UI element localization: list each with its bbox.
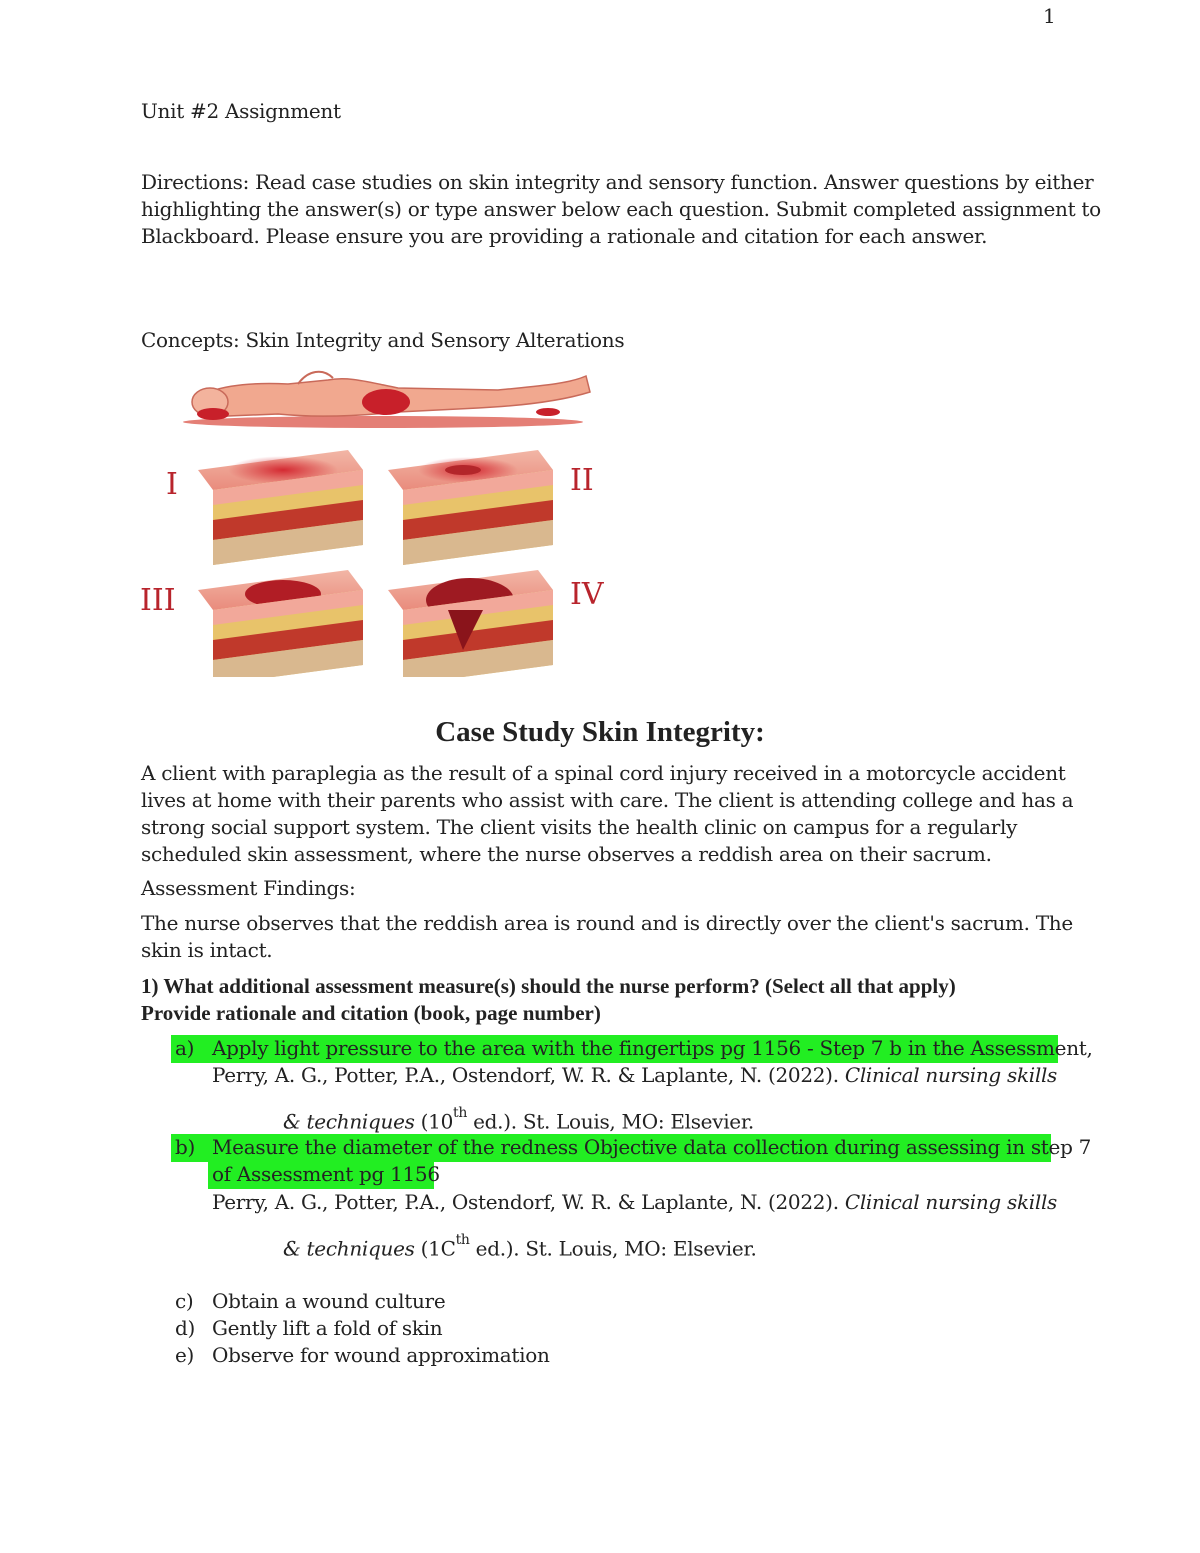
citation-edition: (1C <box>414 1236 456 1261</box>
case-text-line: scheduled skin assessment, where the nurse observes a reddish area on their sacrum. <box>141 842 992 866</box>
citation-title: Clinical nursing skills <box>844 1190 1058 1214</box>
citation-edition: (10 <box>414 1109 453 1134</box>
answer-d-text: Gently lift a fold of skin <box>212 1316 443 1340</box>
citation-sup: th <box>453 1105 468 1121</box>
pressure-ulcer-stages-figure <box>138 362 628 677</box>
assignment-title: Unit #2 Assignment <box>141 99 341 123</box>
question-line: Provide rationale and citation (book, page number) <box>141 1001 601 1025</box>
citation-sup: th <box>455 1232 470 1248</box>
assessment-text-line: skin is intact. <box>141 938 273 962</box>
answer-a-citation-cont <box>283 1104 754 1136</box>
answer-d-label: d) <box>175 1316 196 1340</box>
answer-c-text: Obtain a wound culture <box>212 1289 446 1313</box>
citation-authors: Perry, A. G., Potter, P.A., Ostendorf, W. R. & Laplante, N. (2022). <box>212 1190 845 1214</box>
case-text-line: lives at home with their parents who assist with care. The client is attending college and has a <box>141 788 1074 812</box>
case-text-line: A client with paraplegia as the result of a spinal cord injury received in a motorcycle accident <box>141 761 1066 785</box>
answer-b-citation-cont <box>283 1231 757 1263</box>
case-study-heading: Case Study Skin Integrity: <box>435 716 765 748</box>
citation-publisher: ed.). St. Louis, MO: Elsevier. <box>469 1236 757 1261</box>
stage-label-3: III <box>140 583 176 618</box>
answer-a-label: a) <box>175 1036 195 1060</box>
stage-block-4 <box>388 570 553 677</box>
directions-line: Directions: Read case studies on skin integrity and sensory function. Answer questions by either <box>141 170 1094 194</box>
stage-block-1 <box>198 450 363 565</box>
answer-c-label: c) <box>175 1289 194 1313</box>
concepts-line: Concepts: Skin Integrity and Sensory Alterations <box>141 328 625 352</box>
stage-label-2: II <box>570 463 594 498</box>
stage-block-2 <box>388 450 553 565</box>
stage-label-4: IV <box>570 577 604 612</box>
citation-authors: Perry, A. G., Potter, P.A., Ostendorf, W. R. & Laplante, N. (2022). <box>212 1063 845 1087</box>
page-number: 1 <box>1043 4 1056 28</box>
assessment-findings-label: Assessment Findings: <box>141 876 356 900</box>
assessment-text-line: The nurse observes that the reddish area is round and is directly over the client's sacrum. The <box>141 911 1073 935</box>
answer-b-label: b) <box>175 1135 196 1159</box>
question-line: 1) What additional assessment measure(s) should the nurse perform? (Select all that apply) <box>141 974 956 998</box>
answer-b-citation <box>212 1189 1057 1216</box>
answer-a-citation <box>212 1062 1057 1089</box>
answer-e-text: Observe for wound approximation <box>212 1343 550 1367</box>
directions-line: highlighting the answer(s) or type answer below each question. Submit completed assignment to <box>141 197 1101 221</box>
stage-block-3 <box>198 570 363 677</box>
citation-title: & techniques <box>283 1236 415 1261</box>
directions-line: Blackboard. Please ensure you are providing a rationale and citation for each answer. <box>141 224 988 248</box>
answer-a-text: Apply light pressure to the area with the fingertips pg 1156 - Step 7 b in the Assessment, <box>212 1036 1093 1060</box>
case-text-line: strong social support system. The client visits the health clinic on campus for a regularly <box>141 815 1018 839</box>
answer-e-label: e) <box>175 1343 195 1367</box>
answer-b-text: Measure the diameter of the redness Objective data collection during assessing in step 7 <box>212 1135 1092 1159</box>
body-figure <box>183 372 590 428</box>
citation-publisher: ed.). St. Louis, MO: Elsevier. <box>467 1109 754 1134</box>
citation-title: Clinical nursing skills <box>844 1063 1058 1087</box>
answer-b-text: of Assessment pg 1156 <box>212 1162 440 1186</box>
citation-title: & techniques <box>283 1109 415 1134</box>
stage-label-1: I <box>166 467 178 502</box>
